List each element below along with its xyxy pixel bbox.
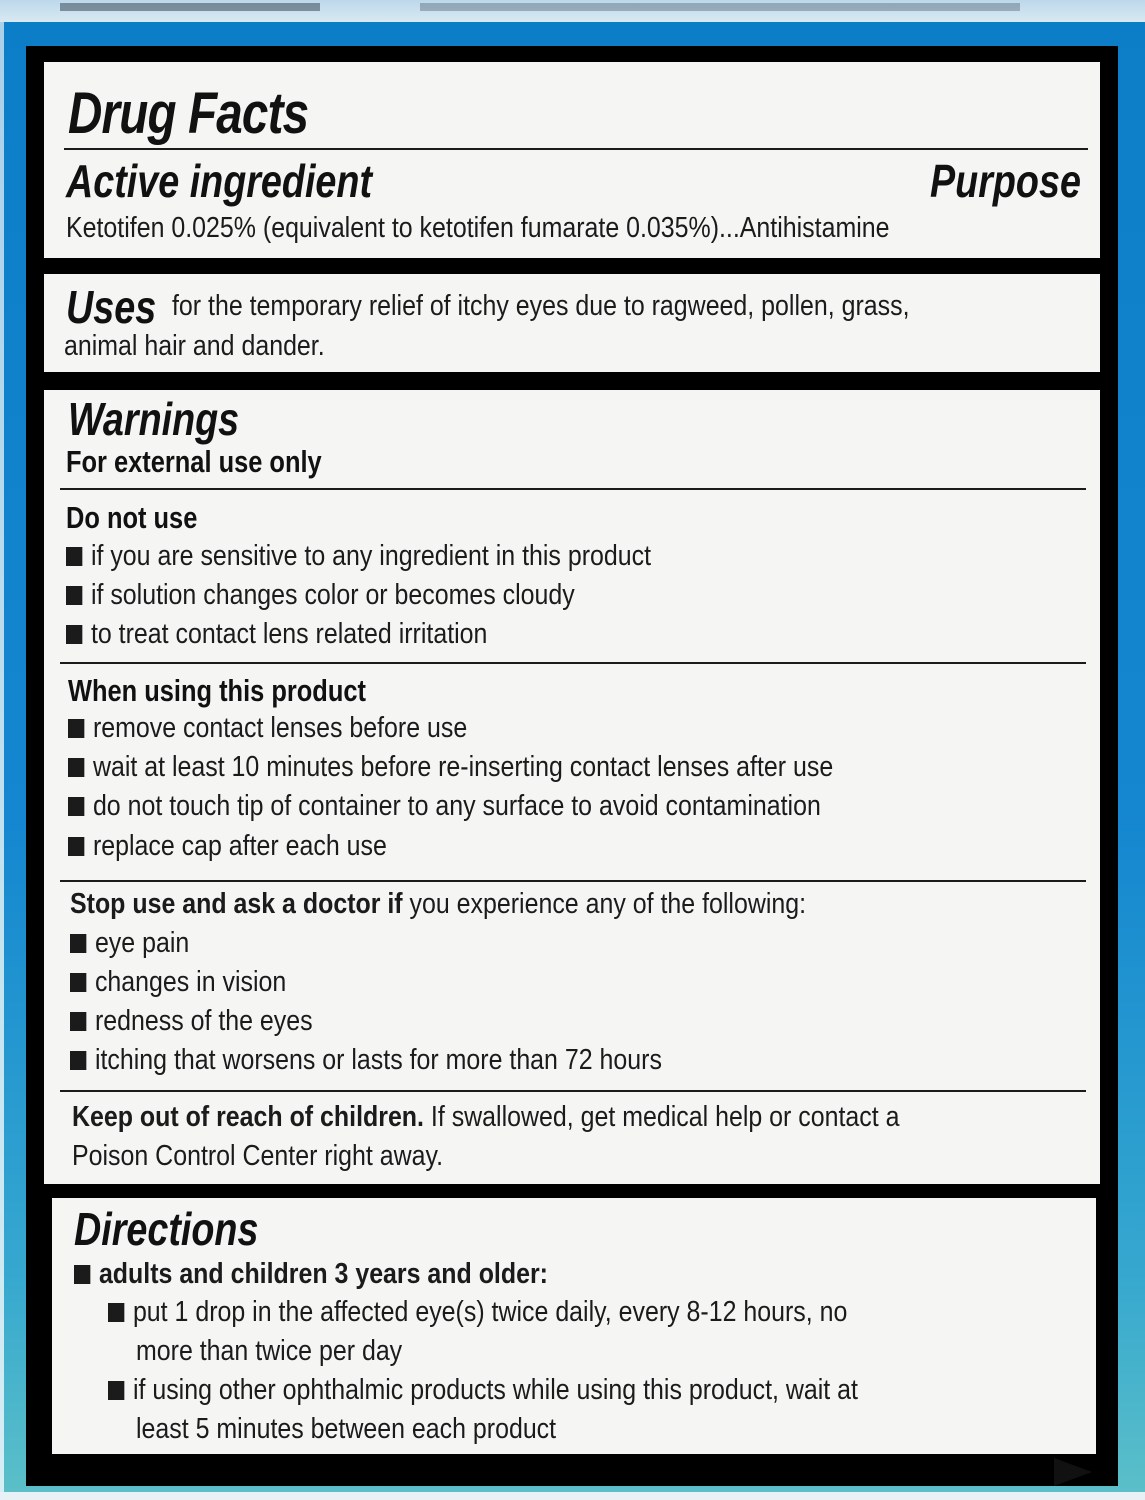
bullet-square [70, 1012, 86, 1031]
directions-heading: Directions [74, 1203, 259, 1255]
directions-item: put 1 drop in the affected eye(s) twice daily, every 8-12 hours, no [108, 1296, 847, 1329]
external-use-label: For external use only [66, 444, 322, 479]
stop-use-item: itching that worsens or lasts for more than 72 hours [70, 1044, 662, 1077]
uses-line-1: for the temporary relief of itchy eyes due to ragweed, pollen, grass, [172, 290, 910, 322]
purpose-heading: Purpose [930, 155, 1081, 207]
keep-out-line: Keep out of reach of children. If swallowed, get medical help or contact a [72, 1101, 900, 1133]
do-not-use-heading: Do not use [66, 500, 198, 535]
bullet-square [66, 586, 82, 605]
active-ingredient-section [44, 62, 1100, 258]
uses-line-2: animal hair and dander. [64, 330, 325, 362]
when-using-item: remove contact lenses before use [68, 712, 467, 745]
when-using-item: do not touch tip of container to any surface to avoid contamination [68, 790, 821, 823]
stop-use-item: changes in vision [70, 966, 286, 999]
directions-item-continued: more than twice per day [136, 1335, 403, 1367]
drug-facts-panel [26, 46, 1118, 1486]
right-arrow-icon [1054, 1458, 1092, 1486]
page-title: Drug Facts [68, 81, 309, 146]
bullet-square [68, 797, 84, 816]
stop-use-item: redness of the eyes [70, 1005, 313, 1038]
package-left-edge [0, 22, 4, 1500]
bullet-square [66, 625, 82, 644]
do-not-use-item: if solution changes color or becomes cloudy [66, 579, 575, 612]
bullet-square [70, 934, 86, 953]
bullet-square [68, 837, 84, 856]
warnings-divider-2 [60, 662, 1086, 664]
bullet-square [108, 1303, 124, 1322]
warnings-section [44, 390, 1100, 1184]
keep-out-heading: Keep out of reach of children. [72, 1101, 424, 1133]
warnings-divider-4 [60, 1090, 1086, 1092]
stop-use-item: eye pain [70, 927, 189, 960]
directions-item-continued: least 5 minutes between each product [136, 1413, 557, 1445]
package-bottom-edge [0, 1492, 1145, 1500]
keep-out-line-2: Poison Control Center right away. [72, 1140, 444, 1172]
warnings-divider-1 [60, 488, 1086, 490]
title-divider [64, 148, 1088, 150]
when-using-item: replace cap after each use [68, 830, 387, 863]
when-using-item: wait at least 10 minutes before re-inserting contact lenses after use [68, 751, 833, 784]
warnings-heading: Warnings [68, 393, 240, 445]
bullet-square [70, 973, 86, 992]
directions-section [52, 1198, 1096, 1454]
package-top-flap [0, 0, 1145, 22]
bullet-square [70, 1051, 86, 1070]
directions-group: adults and children 3 years and older: [74, 1258, 548, 1291]
when-using-heading: When using this product [68, 673, 366, 708]
directions-item: if using other ophthalmic products while using this product, wait at [108, 1374, 858, 1407]
active-ingredient-line: Ketotifen 0.025% (equivalent to ketotifen fumarate 0.035%)...Antihistamine [66, 212, 890, 244]
do-not-use-item: if you are sensitive to any ingredient in this product [66, 540, 651, 573]
uses-section [44, 274, 1100, 372]
stop-use-line: Stop use and ask a doctor if you experience any of the following: [70, 888, 807, 920]
bullet-square [108, 1381, 124, 1400]
active-ingredient-heading: Active ingredient [66, 155, 373, 207]
bullet-square [68, 719, 84, 738]
bullet-square [74, 1265, 90, 1284]
stop-use-heading: Stop use and ask a doctor if [70, 888, 403, 920]
warnings-divider-3 [60, 880, 1086, 882]
do-not-use-item: to treat contact lens related irritation [66, 618, 487, 651]
uses-heading: Uses [66, 281, 157, 333]
bullet-square [66, 547, 82, 566]
bullet-square [68, 758, 84, 777]
